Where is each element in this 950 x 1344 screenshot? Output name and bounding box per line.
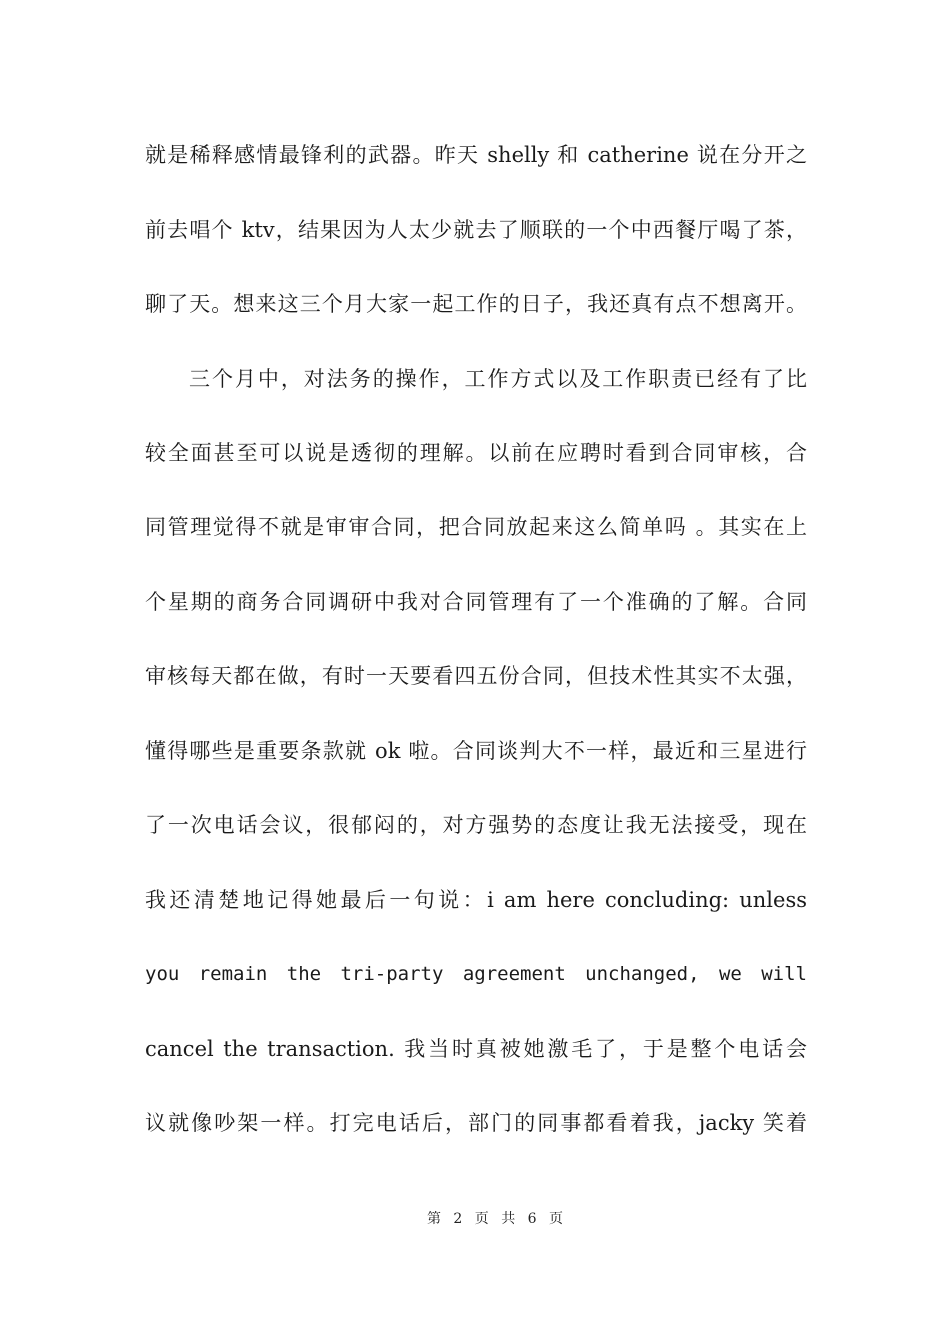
body-line-8: 审核每天都在做，有时一天要看四五份合同，但技术性其实不太强，	[145, 664, 807, 688]
body-line-12: you remain the tri-party agreement unchanged, we will	[145, 963, 807, 985]
body-line-7: 个星期的商务合同调研中我对合同管理有了一个准确的了解。合同	[145, 590, 807, 614]
body-line-3: 聊了天。想来这三个月大家一起工作的日子，我还真有点不想离开。	[145, 292, 807, 316]
body-line-4-paragraph-start: 三个月中，对法务的操作，工作方式以及工作职责已经有了比	[189, 367, 807, 391]
body-line-9: 懂得哪些是重要条款就 ok 啦。合同谈判大不一样，最近和三星进行	[145, 739, 807, 763]
body-line-11: 我还清楚地记得她最后一句说：i am here concluding: unless	[145, 888, 807, 912]
page-number-footer: 第 2 页 共 6 页	[426, 1211, 568, 1227]
body-line-6: 同管理觉得不就是审审合同，把合同放起来这么简单吗 。其实在上	[145, 515, 807, 539]
body-line-13: cancel the transaction. 我当时真被她激毛了，于是整个电话会	[145, 1037, 807, 1061]
body-line-1: 就是稀释感情最锋利的武器。昨天 shelly 和 catherine 说在分开之	[145, 143, 807, 167]
body-line-10: 了一次电话会议，很郁闷的，对方强势的态度让我无法接受，现在	[145, 813, 807, 837]
body-line-14: 议就像吵架一样。打完电话后，部门的同事都看着我，jacky 笑着	[145, 1111, 807, 1135]
body-line-2: 前去唱个 ktv，结果因为人太少就去了顺联的一个中西餐厅喝了茶，	[145, 218, 807, 242]
body-line-5: 较全面甚至可以说是透彻的理解。以前在应聘时看到合同审核，合	[145, 441, 807, 465]
